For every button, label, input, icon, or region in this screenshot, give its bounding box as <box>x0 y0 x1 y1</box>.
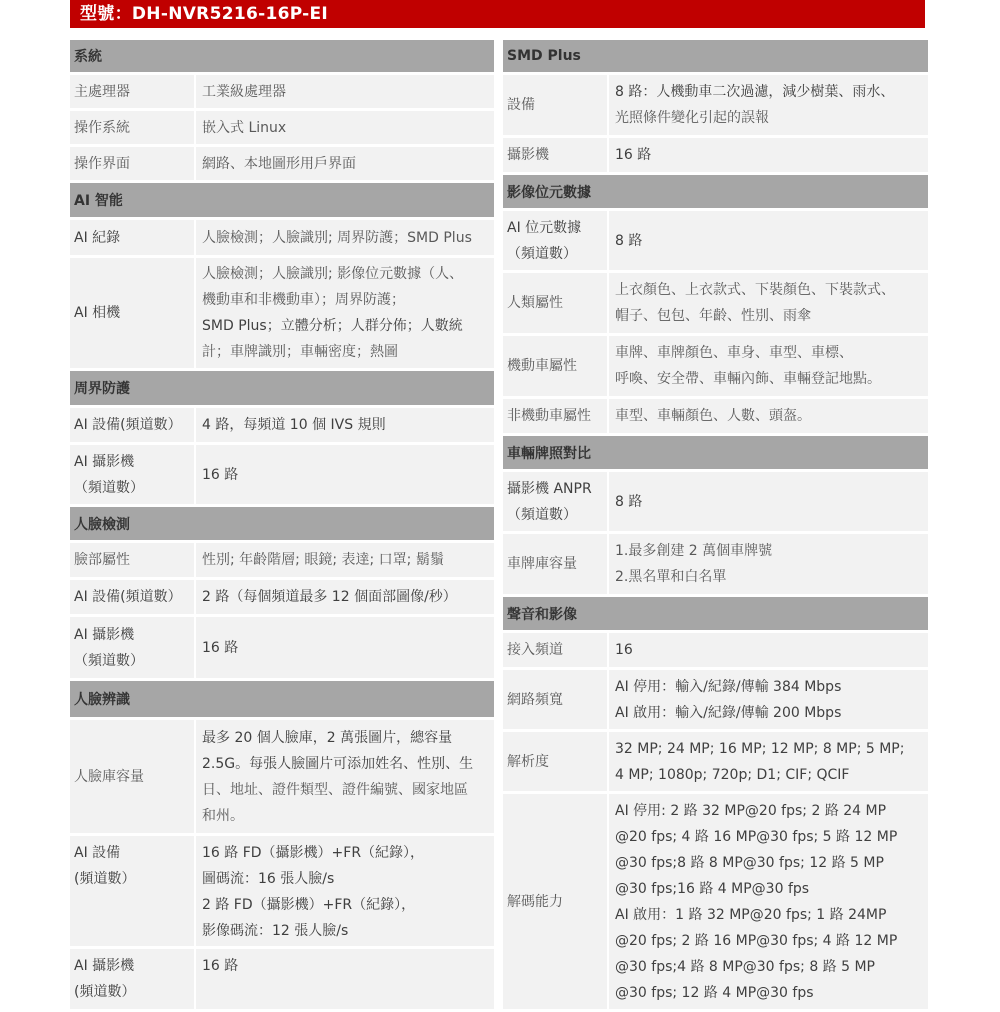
spec-value <box>609 794 928 1009</box>
spec-label: 操作界面 <box>70 147 194 180</box>
spec-label: 解碼能力 <box>503 794 607 1009</box>
spec-row-face-attributes <box>70 543 494 577</box>
spec-row-perimeter-device <box>70 408 494 442</box>
section-header-system: 系統 <box>70 40 494 72</box>
spec-row-face-device <box>70 580 494 614</box>
spec-label: 網路頻寬 <box>503 670 607 729</box>
spec-label: 臉部屬性 <box>70 543 194 577</box>
spec-row-os <box>70 111 494 144</box>
value-line: @30 fps;16 路 4 MP@30 fps <box>615 881 810 897</box>
spec-label: 操作系統 <box>70 111 194 144</box>
section-header-perimeter: 周界防護 <box>70 371 494 405</box>
value-line: 1.最多創建 2 萬個車牌號 <box>615 543 773 559</box>
section-header-face-detection: 人臉檢測 <box>70 507 494 540</box>
label-line: （頻道數） <box>74 479 144 496</box>
spec-label: 接入頻道 <box>503 633 607 667</box>
spec-value <box>609 670 928 729</box>
label-line: AI 攝影機 <box>74 626 135 643</box>
spec-row-motor-vehicle-attributes <box>503 336 928 396</box>
value-line: 16 路 FD（攝影機）+FR（紀錄）， <box>202 845 425 861</box>
spec-row-perimeter-camera <box>70 445 494 504</box>
spec-row-processor <box>70 75 494 108</box>
value-line: @20 fps; 2 路 16 MP@30 fps; 4 路 12 MP <box>615 933 898 949</box>
value-line: 機動車和非機動車）；周界防護； <box>202 292 405 308</box>
spec-table-left <box>70 40 494 1012</box>
spec-label: 非機動車屬性 <box>503 399 607 433</box>
spec-label: 車牌庫容量 <box>503 534 607 594</box>
spec-value: 8 路 <box>609 211 928 270</box>
value-line: 和州。 <box>202 807 244 824</box>
value-line: 8 路：人機動車二次過濾，減少樹葉、雨水、 <box>615 84 895 100</box>
spec-label <box>70 617 194 678</box>
spec-row-face-camera <box>70 617 494 678</box>
section-header-smd-plus: SMD Plus <box>503 40 928 72</box>
spec-row-plate-library <box>503 534 928 594</box>
spec-row-resolution <box>503 732 928 791</box>
spec-value: 4 路，每頻道 10 個 IVS 規則 <box>196 408 494 442</box>
value-line: @30 fps;8 路 8 MP@30 fps; 12 路 5 MP <box>615 855 884 871</box>
label-line: （頻道數） <box>74 652 144 669</box>
section-header-audio-video: 聲音和影像 <box>503 597 928 630</box>
spec-row-ai-camera <box>70 258 494 368</box>
spec-label: 主處理器 <box>70 75 194 108</box>
value-line: AI 停用: 2 路 32 MP@20 fps; 2 路 24 MP <box>615 803 887 819</box>
value-line: @30 fps;4 路 8 MP@30 fps; 8 路 5 MP <box>615 959 876 975</box>
value-line: 32 MP; 24 MP; 16 MP; 12 MP; 8 MP; 5 MP; <box>615 740 905 757</box>
spec-value <box>609 336 928 396</box>
spec-row-non-motor-vehicle-attributes <box>503 399 928 433</box>
spec-value <box>196 720 494 833</box>
spec-value: 嵌入式 Linux <box>196 111 494 144</box>
spec-label <box>503 472 607 531</box>
spec-label: 攝影機 <box>503 138 607 172</box>
spec-label: 解析度 <box>503 732 607 791</box>
label-line: AI 位元數據 <box>507 219 582 236</box>
spec-value: 工業級處理器 <box>196 75 494 108</box>
spec-row-ai-metadata <box>503 211 928 270</box>
spec-label: AI 設備(頻道數） <box>70 580 194 614</box>
spec-label: AI 設備(頻道數） <box>70 408 194 442</box>
value-line: 車牌、車牌顏色、車身、車型、車標、 <box>615 345 853 361</box>
value-line: 2.黑名單和白名單 <box>615 569 727 585</box>
spec-value: 2 路（每個頻道最多 12 個面部圖像/秒） <box>196 580 494 614</box>
value-line: 上衣顏色、上衣款式、下裝顏色、下裝款式、 <box>615 282 895 298</box>
section-header-anpr: 車輛牌照對比 <box>503 436 928 469</box>
spec-row-face-library <box>70 720 494 833</box>
spec-value: 人臉檢測；人臉識別; 周界防護；SMD Plus <box>196 220 494 255</box>
spec-label <box>70 949 194 1009</box>
value-line: AI 啟用：1 路 32 MP@20 fps; 1 路 24MP <box>615 907 887 923</box>
spec-value: 16 <box>609 633 928 667</box>
value-line: 2 路 FD（攝影機）+FR（紀錄）， <box>202 897 416 913</box>
spec-label: 人臉庫容量 <box>70 720 194 833</box>
value-line: 計；車牌識別；車輛密度；熱圖 <box>202 344 398 360</box>
spec-value <box>609 273 928 333</box>
spec-row-ui <box>70 147 494 180</box>
label-line: (頻道數） <box>74 871 136 887</box>
value-line: AI 停用：輸入/紀錄/傳輸 384 Mbps <box>615 678 842 695</box>
value-line: 日、地址、證件類型、證件編號、國家地區 <box>202 781 468 798</box>
spec-value: 16 路 <box>609 138 928 172</box>
spec-value: 8 路 <box>609 472 928 531</box>
spec-value: 16 路 <box>196 445 494 504</box>
spec-value: 車型、車輛顏色、人數、頭盔。 <box>609 399 928 433</box>
value-line: 圖碼流：16 張人臉/s <box>202 871 335 887</box>
spec-row-ai-record <box>70 220 494 255</box>
spec-row-network-bandwidth <box>503 670 928 729</box>
spec-label: AI 紀錄 <box>70 220 194 255</box>
value-line: 人臉檢測；人臉識別; 影像位元數據（人、 <box>202 266 464 282</box>
spec-table-right <box>503 40 928 1012</box>
value-line: 帽子、包包、年齡、性別、雨傘 <box>615 308 811 324</box>
spec-row-anpr-camera <box>503 472 928 531</box>
value-line: AI 啟用：輸入/紀錄/傳輸 200 Mbps <box>615 704 842 721</box>
spec-label <box>503 211 607 270</box>
spec-value <box>609 732 928 791</box>
label-line: AI 攝影機 <box>74 453 135 470</box>
label-line: 攝影機 ANPR <box>507 480 592 497</box>
value-line: @30 fps; 12 路 4 MP@30 fps <box>615 985 814 1001</box>
spec-value <box>196 258 494 368</box>
label-line: AI 設備 <box>74 845 121 861</box>
spec-value <box>609 75 928 135</box>
spec-row-human-attributes <box>503 273 928 333</box>
spec-label: 設備 <box>503 75 607 135</box>
spec-label: AI 相機 <box>70 258 194 368</box>
spec-value <box>196 836 494 946</box>
spec-value <box>609 534 928 594</box>
spec-label: 機動車屬性 <box>503 336 607 396</box>
value-line: 最多 20 個人臉庫，2 萬張圖片，總容量 <box>202 729 453 746</box>
label-line: （頻道數） <box>507 506 577 523</box>
spec-label <box>70 836 194 946</box>
section-header-face-recognition: 人臉辨識 <box>70 681 494 717</box>
spec-row-access-channels <box>503 633 928 667</box>
section-header-ai: AI 智能 <box>70 183 494 217</box>
value-line: 光照條件變化引起的誤報 <box>615 110 769 126</box>
spec-label <box>70 445 194 504</box>
model-title-banner: 型號：DH-NVR5216-16P-EI <box>70 0 925 28</box>
spec-value: 16 路 <box>196 949 494 1009</box>
spec-row-smd-device <box>503 75 928 135</box>
value-line: SMD Plus；立體分析；人群分佈；人數統 <box>202 318 463 334</box>
spec-label: 人類屬性 <box>503 273 607 333</box>
value-line: 影像碼流：12 張人臉/s <box>202 923 349 939</box>
label-line: (頻道數） <box>74 984 136 1000</box>
value-line: 呼喚、安全帶、車輛內飾、車輛登記地點。 <box>615 371 881 387</box>
label-line: AI 攝影機 <box>74 958 135 974</box>
spec-value: 網路、本地圖形用戶界面 <box>196 147 494 180</box>
value-line: @20 fps; 4 路 16 MP@30 fps; 5 路 12 MP <box>615 829 898 845</box>
label-line: （頻道數） <box>507 245 577 262</box>
spec-row-face-ai-camera <box>70 949 494 1009</box>
spec-row-decoding-capability <box>503 794 928 1009</box>
section-header-video-metadata: 影像位元數據 <box>503 175 928 208</box>
spec-row-smd-camera <box>503 138 928 172</box>
value-line: 2.5G。每張人臉圖片可添加姓名、性別、生 <box>202 755 474 772</box>
spec-value: 16 路 <box>196 617 494 678</box>
spec-value: 性別; 年齡階層; 眼鏡; 表達; 口罩; 鬍鬚 <box>196 543 494 577</box>
spec-row-face-ai-device <box>70 836 494 946</box>
value-line: 4 MP; 1080p; 720p; D1; CIF; QCIF <box>615 766 850 783</box>
